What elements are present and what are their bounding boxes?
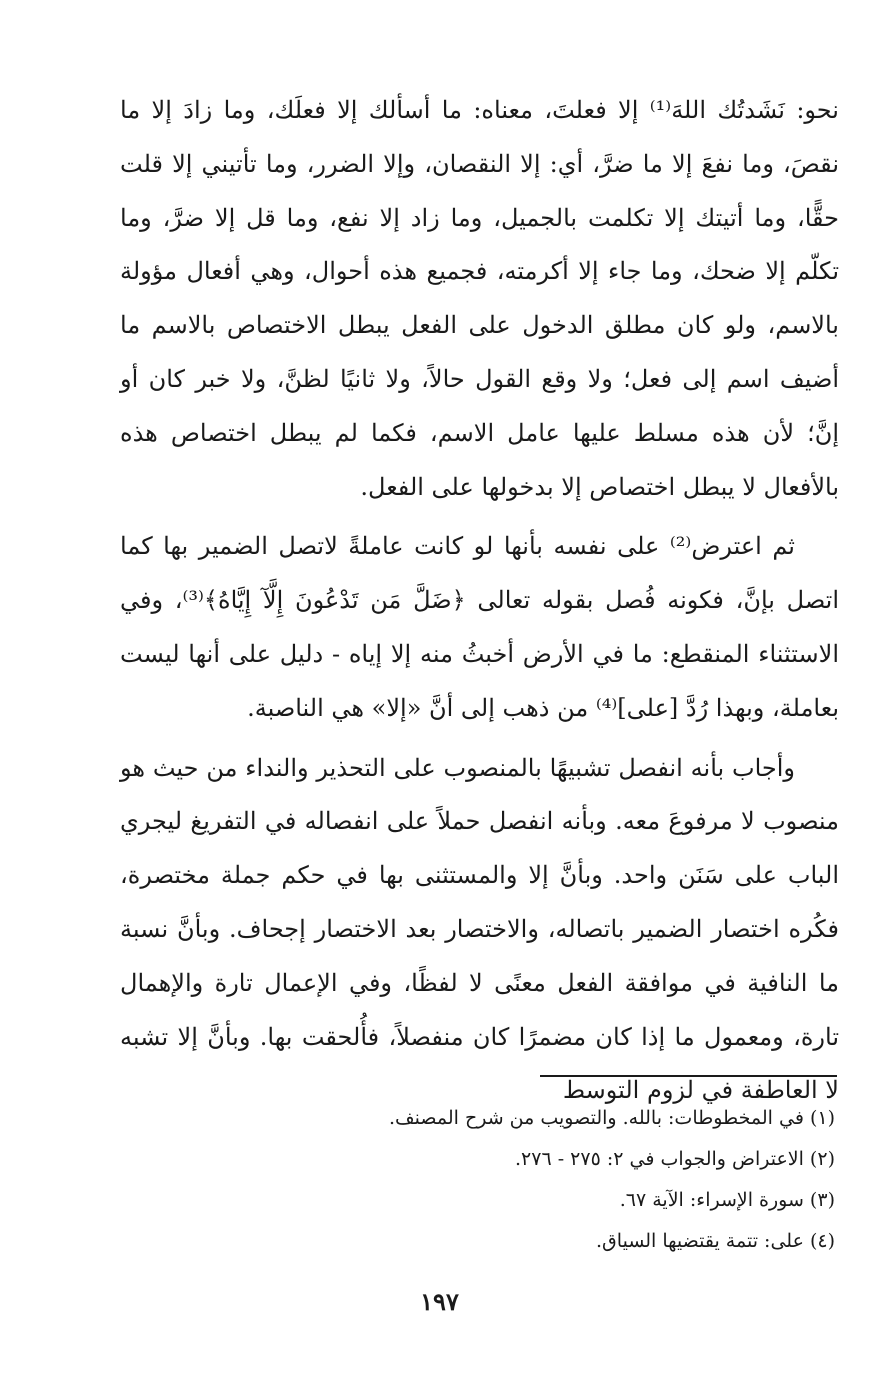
footnote-4: (٤) على: تتمة يقتضيها السياق. (596, 1230, 835, 1252)
footnote-3: (٣) سورة الإسراء: الآية ٦٧. (619, 1189, 835, 1211)
footnote-1: (١) في المخطوطات: بالله. والتصويب من شرح المصنف. (388, 1107, 835, 1129)
footnote-separator (540, 1075, 837, 1077)
main-text (120, 84, 839, 1118)
footnotes (120, 1098, 835, 1262)
paragraph-2: ثم اعترض⁽²⁾ على نفسه بأنها لو كانت عاملةً لاتصل الضمير بها كما اتصل بإنَّ، فكونه فُصل بقوله تعالى ﴿ضَلَّ مَن تَدْعُونَ إِلَّآ إِيَّاهُ﴾⁽³⁾، وفي الاستثناء المنقطع: ما في الأرض أخبثُ منه إلا إياه - دليل على أنها ليست بعاملة، وبهذا رُدَّ [على]⁽⁴⁾ من ذهب إلى أنَّ «إلا» هي الناصبة. (120, 532, 839, 722)
page-number: ١٩٧ (420, 1287, 459, 1316)
footnote-2: (٢) الاعتراض والجواب في ٢: ٢٧٥ - ٢٧٦. (514, 1148, 835, 1170)
paragraph-3: وأجاب بأنه انفصل تشبيهًا بالمنصوب على التحذير والنداء من حيث هو منصوب لا مرفوعَ معه. وبأنه انفصل حملاً على انفصاله في التفريغ ليجري الباب على سَنَن واحد. وبأنَّ إلا والمستثنى بها في حكم جملة مختصرة، فكُره اختصار الضمير باتصاله، والاختصار بعد الاختصار إجحاف. وبأنَّ نسبة ما النافية في موافقة الفعل معنًى لا لفظًا، وفي الإعمال تارة والإهمال تارة، ومعمول ما إذا كان مضمرًا كان منفصلاً، فأُلحقت بها. وبأنَّ إلا تشبه لا العاطفة في لزوم التوسط (120, 753, 839, 1105)
paragraph-1: نحو: نَشَدتُك اللهَ⁽¹⁾ إلا فعلتَ، معناه: ما أسألك إلا فعلَك، وما زادَ إلا ما نقصَ، وما نفعَ إلا ما ضرَّ، أي: إلا النقصان، وإلا الضرر، وما تأتيني إلا قلت حقًّا، وما أتيتك إلا تكلمت بالجميل، وما زاد إلا نفع، وما قل إلا ضرَّ، وما تكلّم إلا ضحك، وما جاء إلا أكرمته، فجميع هذه أحوال، وهي أفعال مؤولة بالاسم، ولو كان مطلق الدخول على الفعل يبطل الاختصاص بالاسم ما أضيف اسم إلى فعل؛ ولا وقع القول حالاً، ولا ثانيًا لظنَّ، ولا خبر كان أو إنَّ؛ لأن هذه مسلط عليها عامل الاسم، فكما لم يبطل اختصاص هذه بالأفعال لا يبطل اختصاص إلا بدخولها على الفعل. (120, 96, 840, 501)
